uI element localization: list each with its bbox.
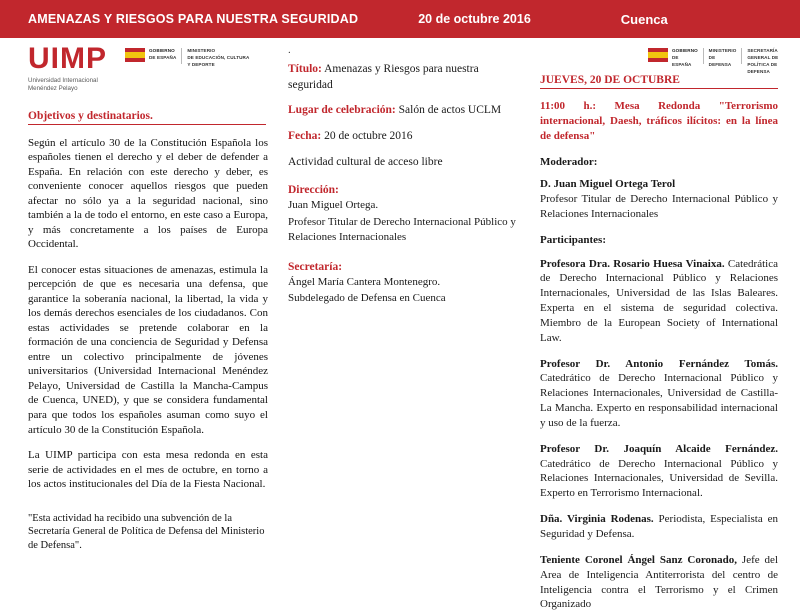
participant-name: Profesor Dr. Joaquín Alcaide Fernández. [540, 442, 778, 455]
gob-right-line3: MINISTERIO [708, 48, 737, 53]
participant-name: Profesor Dr. Antonio Fernández Tomás. [540, 357, 778, 370]
participant-desc: Catedrático de Derecho Internacional Público y Relaciones Internacionales, Universidad de Sevilla. Experto en Terrorismo Internacional. [540, 457, 778, 500]
column-details [288, 44, 518, 306]
participant-item [540, 257, 778, 346]
detail-place-value: Salón de actos UCLM [398, 104, 502, 117]
moderator-label: Moderador: [540, 155, 598, 168]
participant-desc: Catedrático de Derecho Internacional Público y Relaciones Internacionales, Universidad de Castilla-La Mancha. Experto en responsabilidad internacional y uso de la fuerza. [540, 372, 778, 429]
participant-desc: Catedrática de Derecho Internacional Público y Relaciones Internacionales, Universidad de las Islas Baleares. Experta en el sistema de seguridad colectiva. Miembro de la European Society of International Law. [540, 257, 778, 344]
decorative-dot: . [288, 44, 291, 56]
gob-right-line2: DE ESPAÑA [672, 54, 692, 67]
gob-left-line3: MINISTERIO [187, 48, 216, 53]
spain-flag-icon [125, 48, 145, 62]
gob-left-line4: DE EDUCACIÓN, CULTURA [187, 54, 250, 60]
gob-left-line2: DE ESPAÑA [149, 54, 177, 60]
gob-right-line1: GOBIERNO [672, 48, 698, 53]
gob-right-line6: POLÍTICA DE DEFENSA [747, 61, 778, 74]
objectives-paragraph-3: La UIMP participa con esta mesa redonda en esta serie de actividades en el mes de octubre, en torno a los actos institucionales del Día de la Fiesta Nacional. [28, 449, 268, 491]
objectives-paragraph-2: El conocer estas situaciones de amenazas, estimula la percepción de que es necesaria una defensa, que garantice la soberanía nacional, la libertad, la vida y los demás derechos esenciales de los ciudadanos. Con estas actividades se pretende colaborar en la formación de una conciencia de Seguridad y Defensa entre un colectivo principalmente de jóvenes universitarios (Universidad Internacional Menéndez Pelayo, Universidad de Castilla la Mancha-Campus de Cuenca, UNED), y que se considera fundamental para que todos los españoles asuman como suyo el artículo 30 de la Constitución Española. [28, 263, 268, 436]
uimp-logo [28, 44, 107, 94]
participant-desc: Periodista, Especialista en Seguridad y Defensa. [540, 513, 778, 541]
gob-right-line5: SECRETARÍA GENERAL DE [747, 48, 779, 60]
banner-date: 20 de octubre 2016 [418, 12, 531, 26]
direction-role: Profesor Titular de Derecho Internacional Público y Relaciones Internacionales [288, 215, 516, 243]
column-objectives [28, 44, 268, 553]
subsidy-note: "Esta actividad ha recibido una subvención de la Secretaría General de Política de Defensa del Ministerio de Defensa". [28, 512, 265, 551]
banner-city: Cuenca [620, 11, 668, 27]
detail-place [288, 103, 518, 119]
detail-title-label: Título: [288, 63, 322, 75]
gob-right-line4: DE DEFENSA [708, 54, 732, 67]
gobierno-educacion-logo [125, 48, 249, 69]
secretary-name: Ángel María Cantera Montenegro. [288, 275, 441, 288]
detail-date [288, 129, 518, 145]
detail-title-value: Amenazas y Riesgos para nuestra seguridad [288, 63, 479, 91]
participant-name: Profesora Dra. Rosario Huesa Vinaixa. [540, 257, 725, 270]
participant-name: Dña. Virginia Rodenas. [540, 513, 654, 526]
column-programme [540, 44, 778, 612]
logo-divider [181, 48, 182, 64]
uimp-fullname [28, 77, 107, 94]
logo-row [28, 44, 268, 94]
uimp-fullname-line2: Menéndez Pelayo [28, 85, 78, 93]
participant-item [540, 357, 778, 431]
detail-date-label: Fecha: [288, 129, 322, 142]
banner-event-title: AMENAZAS Y RIESGOS PARA NUESTRA SEGURIDAD [28, 12, 359, 26]
moderator-role: Profesor Titular de Derecho Internacional Público y Relaciones Internacionales [540, 192, 778, 220]
direction-name: Juan Miguel Ortega. [288, 199, 379, 212]
participant-desc: Jefe del Area de Inteligencia Antiterrorista del centro de Inteligencia contra el Terrorismo y el Crimen Organizado [540, 553, 778, 611]
uimp-acronym: UIMP [28, 42, 107, 75]
secretary-role: Subdelegado de Defensa en Cuenca [288, 292, 446, 305]
participant-name: Teniente Coronel Ángel Sanz Coronado, [540, 553, 738, 566]
programme-day-header: JUEVES, 20 DE OCTUBRE [540, 74, 778, 89]
objectives-paragraph-1: Según el artículo 30 de la Constitución Española los españoles tienen el derecho y el deber de defender a España. En relación con este derecho y deber, es conveniente conocer aquellos riesgos que pueden afectar no sólo ya a la seguridad nacional, sino también a la de todo el entorno, en este caso a Europa, y más concretamente a los países de Europa Occidental. [28, 136, 268, 251]
secretary-label: Secretaría: [288, 260, 343, 273]
objectives-heading: Objetivos y destinatarios. [28, 110, 266, 125]
detail-date-value: 20 de octubre 2016 [324, 129, 413, 142]
participant-item [540, 512, 778, 542]
free-access-note: Actividad cultural de acceso libre [288, 156, 443, 169]
session-title: 11:00 h.: Mesa Redonda "Terrorismo internacional, Daesh, tráficos ilícitos: en la línea de defensa" [540, 100, 778, 142]
top-banner [0, 0, 800, 38]
moderator-name: D. Juan Miguel Ortega Terol [540, 177, 676, 190]
gob-left-line5: Y DEPORTE [187, 61, 215, 67]
gob-left-line1: GOBIERNO [149, 48, 175, 53]
detail-place-label: Lugar de celebración: [288, 104, 396, 117]
participants-label: Participantes: [540, 233, 606, 246]
detail-title [288, 62, 518, 93]
participant-item [540, 442, 778, 501]
direction-label: Dirección: [288, 184, 339, 197]
uimp-fullname-line1: Universidad Internacional [28, 77, 98, 84]
participant-item [540, 553, 778, 612]
